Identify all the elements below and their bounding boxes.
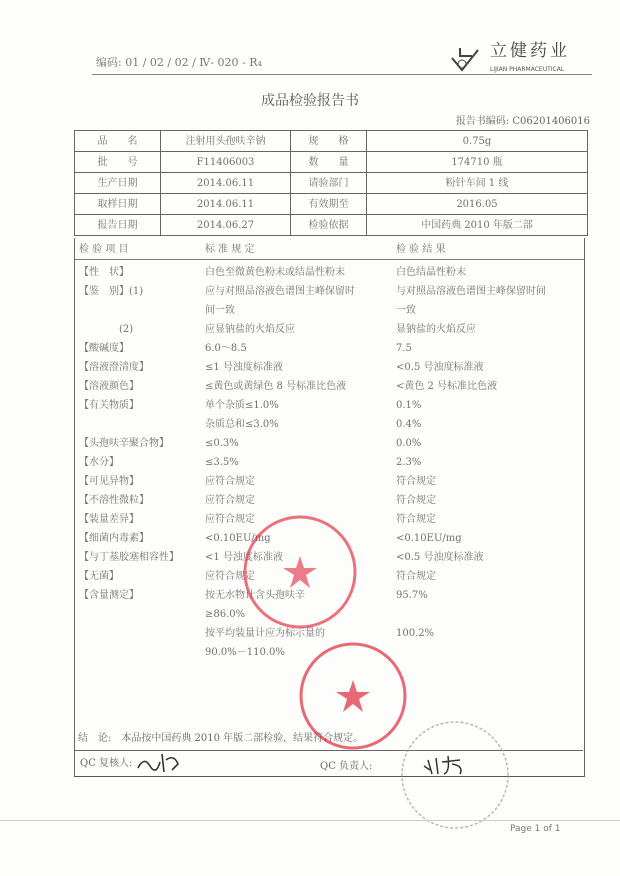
standard: <0.10EU/mg	[205, 533, 271, 544]
column-header-result: 检 验 结 果	[396, 244, 446, 255]
standard: 间一致	[205, 305, 235, 316]
standard: ≤0.3%	[205, 438, 239, 449]
test-row	[75, 456, 584, 471]
standard: 应符合规定	[205, 571, 255, 582]
standard: 单个杂质≤1.0%	[205, 400, 279, 411]
info-label: 报告日期	[75, 215, 161, 236]
info-label: 数 量	[291, 152, 367, 173]
result: 95.7%	[396, 590, 428, 601]
standard: 90.0%－110.0%	[205, 647, 285, 658]
header-divider	[92, 74, 592, 75]
result: 0.1%	[396, 400, 422, 411]
test-row	[75, 399, 584, 414]
qc-manager-label: QC 负责人:	[320, 761, 373, 772]
test-row	[75, 418, 584, 433]
info-value: 2016.05	[367, 194, 588, 215]
test-row	[75, 361, 584, 376]
logo-subtext: LIJIAN PHARMACEUTICAL	[490, 66, 565, 73]
info-value: 2014.06.27	[161, 215, 291, 236]
standard: 应符合规定	[205, 514, 255, 525]
test-item: 【无菌】	[79, 571, 119, 582]
standard: ≤3.5%	[205, 457, 239, 468]
standard: 应与对照品溶液色谱图主峰保留时	[205, 286, 355, 297]
info-value: 注射用头孢呋辛钠	[161, 131, 291, 152]
info-row	[75, 173, 588, 194]
result: 0.0%	[396, 438, 422, 449]
reviewer-signature	[134, 750, 184, 776]
product-info-table	[74, 130, 588, 236]
test-item: 【酸碱度】	[79, 343, 129, 354]
info-value: 中国药典 2010 年版二部	[367, 215, 588, 236]
info-value: F11406003	[161, 152, 291, 173]
test-item: 【溶液澄清度】	[79, 362, 149, 373]
result: 符合规定	[396, 495, 436, 506]
result: <0.5 号浊度标准液	[396, 362, 484, 373]
result: <0.10EU/mg	[396, 533, 462, 544]
document-title: 成品检验报告书	[261, 93, 359, 109]
info-value: 粉针车间 1 线	[367, 173, 588, 194]
result: <0.5 号浊度标准液	[396, 552, 484, 563]
test-row	[75, 323, 584, 338]
standard: 白色至微黄色粉末或结晶性粉末	[205, 267, 345, 278]
logo-text: 立健药业	[490, 41, 570, 61]
column-header-standard: 标 准 规 定	[205, 244, 255, 255]
document-code: 编码: 01 / 02 / 02 / Ⅳ- 020 - R₄	[96, 56, 262, 69]
qc-reviewer-label: QC 复核人:	[80, 758, 133, 769]
footer-divider	[0, 820, 620, 821]
standard: 应符合规定	[205, 495, 255, 506]
info-label: 检验依据	[291, 215, 367, 236]
test-row	[75, 494, 584, 509]
test-item: 【含量测定】	[79, 590, 139, 601]
standard: 应显钠盐的火焰反应	[205, 324, 295, 335]
result: 7.5	[396, 343, 412, 354]
result: 符合规定	[396, 514, 436, 525]
report-number: 报告书编码: C06201406016	[455, 116, 590, 127]
stamp-red-1	[240, 512, 360, 632]
result: 符合规定	[396, 476, 436, 487]
page-number: Page 1 of 1	[510, 824, 561, 834]
test-row	[75, 304, 584, 319]
info-label: 取样日期	[75, 194, 161, 215]
standard: 杂质总和≤3.0%	[205, 419, 279, 430]
test-row	[75, 285, 584, 300]
result: 0.4%	[396, 419, 422, 430]
info-label: 请验部门	[291, 173, 367, 194]
test-row	[75, 266, 584, 281]
test-row	[75, 475, 584, 490]
info-row	[75, 131, 588, 152]
test-row	[75, 380, 584, 395]
company-logo-icon	[448, 44, 488, 74]
info-label: 品 名	[75, 131, 161, 152]
test-item: 【可见异物】	[79, 476, 139, 487]
stamp-red-2	[297, 640, 409, 752]
result: 白色结晶性粉末	[396, 267, 466, 278]
info-label: 生产日期	[75, 173, 161, 194]
test-item: 【细菌内毒素】	[79, 533, 149, 544]
test-item: 【头孢呋辛聚合物】	[79, 438, 169, 449]
info-row	[75, 215, 588, 236]
result: 显钠盐的火焰反应	[396, 324, 476, 335]
info-label: 规 格	[291, 131, 367, 152]
test-item: 【鉴 别】(1)	[79, 286, 144, 297]
standard: 按无水物计含头孢呋辛	[205, 590, 305, 601]
standard: ≤黄色或黄绿色 8 号标准比色液	[205, 381, 347, 392]
standard: 6.0～8.5	[205, 343, 247, 354]
result: <黄色 2 号标准比色液	[396, 381, 498, 392]
test-item: (2)	[79, 324, 134, 335]
test-row	[75, 437, 584, 452]
standard: 应符合规定	[205, 476, 255, 487]
stamp-gray	[398, 718, 512, 832]
result: 与对照品溶液色谱图主峰保留时间	[396, 286, 546, 297]
items-header	[75, 243, 584, 258]
info-label: 批 号	[75, 152, 161, 173]
standard: ≤1 号浊度标准液	[205, 362, 283, 373]
result: 2.3%	[396, 457, 422, 468]
column-header-item: 检 验 项 目	[79, 244, 129, 255]
result: 100.2%	[396, 628, 435, 639]
conclusion: 结 论: 本品按中国药典 2010 年版二部检验，结果符合规定。	[78, 733, 364, 744]
info-row	[75, 194, 588, 215]
standard: <1 号浊度标准液	[205, 552, 283, 563]
result: 一致	[396, 305, 416, 316]
info-value: 0.75g	[367, 131, 588, 152]
info-label: 有效期至	[291, 194, 367, 215]
info-value: 174710 瓶	[367, 152, 588, 173]
test-item: 【水分】	[79, 457, 119, 468]
standard: ≥86.0%	[205, 609, 246, 620]
result: 符合规定	[396, 571, 436, 582]
test-row	[75, 342, 584, 357]
test-item: 【与丁基胶塞相容性】	[79, 552, 179, 563]
info-value: 2014.06.11	[161, 194, 291, 215]
test-item: 【不溶性微粒】	[79, 495, 149, 506]
test-item: 【有关物质】	[79, 400, 139, 411]
info-value: 2014.06.11	[161, 173, 291, 194]
info-row	[75, 152, 588, 173]
header-divider	[75, 259, 584, 260]
test-item: 【性 状】	[79, 267, 129, 278]
test-item: 【装量差异】	[79, 514, 139, 525]
test-item: 【溶液颜色】	[79, 381, 139, 392]
standard: 按平均装量计应为标示量的	[205, 628, 325, 639]
